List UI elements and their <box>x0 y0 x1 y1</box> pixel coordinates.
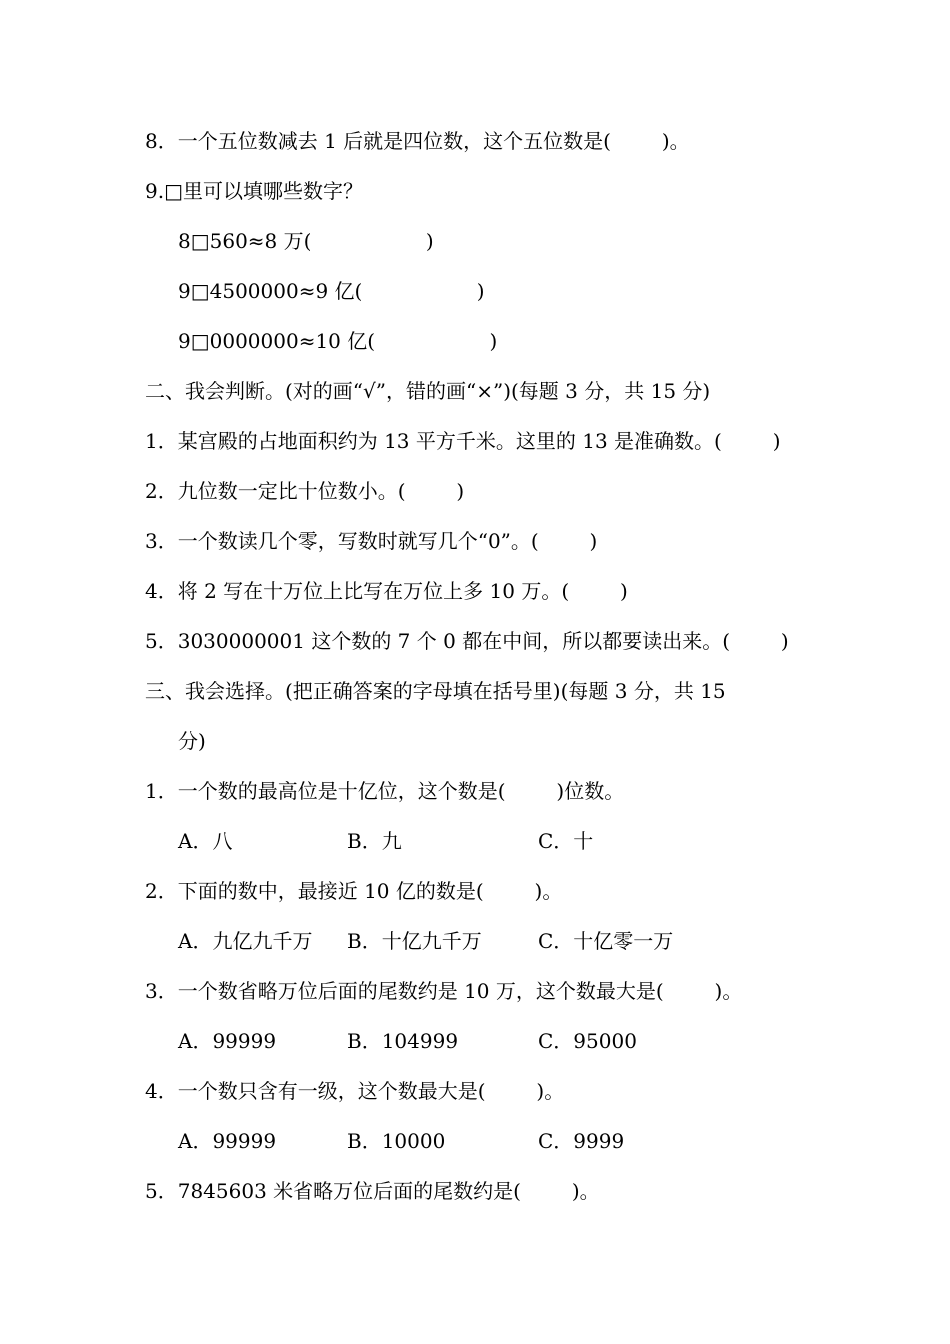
judge-item: 4．将 2 写在十万位上比写在万位上多 10 万。( ) <box>145 579 628 603</box>
option-c: C．95000 <box>538 1029 637 1053</box>
choose-question: 1．一个数的最高位是十亿位，这个数是( )位数。 <box>145 779 625 803</box>
judge-item: 1．某宫殿的占地面积约为 13 平方千米。这里的 13 是准确数。( ) <box>145 429 781 453</box>
option-b: B．10000 <box>347 1129 446 1153</box>
judge-item: 5．3030000001 这个数的 7 个 0 都在中间，所以都要读出来。( ) <box>145 629 789 653</box>
option-a: A．99999 <box>178 1029 277 1053</box>
judge-item: 3．一个数读几个零，写数时就写几个“0”。( ) <box>145 529 598 553</box>
option-c: C．十 <box>538 829 594 853</box>
option-b: B．九 <box>347 829 402 853</box>
option-c: C．十亿零一万 <box>538 929 674 953</box>
option-a: A．八 <box>178 829 233 853</box>
choose-question: 4．一个数只含有一级，这个数最大是( )。 <box>145 1079 565 1103</box>
question-9-item: 9□0000000≈10 亿( ) <box>178 329 498 353</box>
judge-item: 2．九位数一定比十位数小。( ) <box>145 479 465 503</box>
choose-question: 3．一个数省略万位后面的尾数约是 10 万，这个数最大是( )。 <box>145 979 743 1003</box>
option-b: B．十亿九千万 <box>347 929 482 953</box>
section-choose-heading: 三、我会选择。(把正确答案的字母填在括号里)(每题 3 分，共 15 <box>145 679 726 703</box>
option-b: B．104999 <box>347 1029 459 1053</box>
question-9: 9.□里可以填哪些数字？ <box>145 179 363 203</box>
section-judge-heading: 二、我会判断。(对的画“√”，错的画“×”)(每题 3 分，共 15 分) <box>145 379 711 403</box>
option-a: A．九亿九千万 <box>178 929 313 953</box>
option-c: C．9999 <box>538 1129 625 1153</box>
question-9-item: 9□4500000≈9 亿( ) <box>178 279 485 303</box>
option-a: A．99999 <box>178 1129 277 1153</box>
question-8: 8．一个五位数减去 1 后就是四位数，这个五位数是( )。 <box>145 129 690 153</box>
section-choose-heading-cont: 分) <box>178 729 206 753</box>
choose-question: 5．7845603 米省略万位后面的尾数约是( )。 <box>145 1179 600 1203</box>
question-9-item: 8□560≈8 万( ) <box>178 229 434 253</box>
choose-question: 2．下面的数中，最接近 10 亿的数是( )。 <box>145 879 563 903</box>
